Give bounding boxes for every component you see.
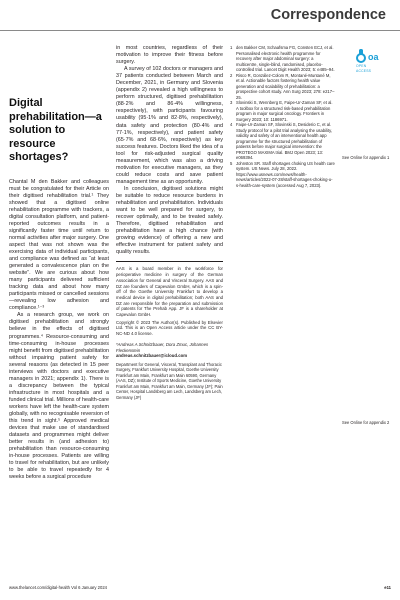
margin-notes	[342, 45, 396, 425]
reference-number: 3	[230, 100, 233, 105]
body-paragraph: A survey of 102 doctors or managers and 37 patients conducted between March and December, 2021, in Germany and Slovenia (appendix 2) revealed a high willingness to perform structured, digitised prehabilitation (88·2% and 86·4% willingness, respectively), with participants favouring usability (95·1% and 82·8%, respectively), data safety and protection (80·4% and 77·1%, respectively), and patient safety (65·7% and 68·6%, respectively) as key success features. Doctors liked the idea of a tool for risk-adjusted surgical quality measurement, which was also a driving motivation for executive managers, as they could reduce costs and save patient management time as an opportunity.	[116, 66, 223, 185]
footer-journal-info[interactable]: www.thelancet.com/digital-health Vol 6 January 2024	[9, 585, 107, 590]
reference-text: den Bakker CM, Schaafsma FG, Consten ECJ, et al. Personalised electronic health programme for recovery after major abdominal surgery: a multicentre, single-blind, randomised, placebo-controlled trial. Lancet Digit Health 2023; 5: e485–94.	[236, 45, 335, 72]
reference-list	[230, 45, 335, 188]
section-title: Correspondence	[270, 7, 386, 23]
lock-body-icon	[356, 53, 366, 63]
reference-text: Slovinski S, Wennberg E, Faipe-Ur-Zaman SF, et al. A toolbox for a structured risk-based prehabilitation program in major surgical oncology. Frontiers in Surgery 2023; 10: 1186971.	[236, 100, 333, 122]
reference-number: 1	[230, 45, 233, 50]
reference-item	[230, 45, 335, 73]
affiliation-text: Department for General, Visceral, Transplant and Thoracic Surgery, Frankfurt University Hospital, Goethe University Frankfurt am Main, Frankfurt am Main 60590, Germany (AAS, DZ); Institute of Sports Medicine, Goethe University Frankfurt am Main, Frankfurt am Main, Germany (JF); Pain Center, Hospital Landsberg am Lech, Landsberg am Lech, Germany (JF)	[116, 361, 223, 400]
body-paragraph: in most countries, regardless of their motivation to improve their fitness before surgery.	[116, 45, 223, 66]
open-access-sublabel: OPEN ACCESS	[356, 64, 372, 74]
column-1	[9, 45, 109, 482]
declarations	[116, 266, 223, 400]
reference-item	[230, 122, 335, 161]
body-paragraph: As a research group, we work on digitised prehabilitation and strongly believe in the effects of digitised programmes.⁴ Resource-consuming and time-consuming in-house processes might benefit from digitised prehabilitation without impairing patient safety for several reasons (as detected in 15 peer interviews with doctors and executive managers in 2021; appendix 1). There is a discrepancy between the typical infrastructure in most hospitals and a funded clinical trial. Millions of health-care workers have left the health-care system globally, with no recognisable reversion of this trend in sight.⁵ Approved medical devices that make use of standardised datasets and programmes might deliver better results in (and adhesion to) prehabilitation than resource-consuming in-house processes. Patients are willing to travel for rehabilitation, but are unlikely to be able to travel repeatedly for 4 weeks before a surgical procedure	[9, 312, 109, 481]
header-rule	[0, 30, 400, 31]
reference-number: 4	[230, 122, 233, 127]
appendix-2-note[interactable]: See Online for appendix 2	[342, 420, 390, 425]
column-2	[116, 45, 223, 400]
open-access-label: oa	[368, 52, 379, 62]
open-access-icon	[356, 52, 382, 74]
disclosure-text: AAS is a board member in the workforce for perioperative medicine in surgery of the German Association for General and Visceral Surgery. AAS and DZ are founders of Capevalon GmbH, which is a spin-off of the Goethe University Frankfurt to develop a medical device in digital prehabilitation; both AAS and DZ are responsible for the preparation and submission of patents for The Prehab App. JF is a shareholder at Capevalon GmbH.	[116, 266, 223, 318]
reference-text: Johnston SR. Staff shortages choking US health care system. US News. July 28, 2022. https://www.usnews.com/news/health-news/articles/2022-07-28/staff-shortages-choking-u-s-health-care-system (accessed Aug 7, 2023).	[236, 160, 335, 188]
reference-item	[230, 161, 335, 189]
body-paragraph: In conclusion, digitised solutions might be suitable to reduce resource burdens in rehabilitation and prehabilitation. Individuals want to be well prepared for surgery, to recover optimally, and to be treated safely. Therefore, digitised rehabilitation and prehabilitation have a high chance (with growing evidence) of offering a new and effective instrument for patient safety and quality results.	[116, 185, 223, 256]
reference-text: Faipe-Ur-Zaman SF, Slovinski S, Desiderio C, et al. Study protocol for a pilot trial analysing the usability, validity and safety of an interventional health app programme for the structured prehabilitation of patients before major surgical intervention: the PROTEGO MAXIMA trial. BMJ Open 2023; 13: e069394.	[236, 122, 333, 160]
article-title: Digital prehabilitation—a solution to resource shortages?	[9, 97, 102, 163]
reference-item	[230, 73, 335, 101]
appendix-1-note[interactable]: See Online for appendix 1	[342, 155, 390, 160]
body-paragraph: Chantal M den Bakker and colleagues must be congratulated for their Article on their digitised rehabilitation trial.¹ They showed that a digitised online rehabilitation programme with trackers, a digital consultation platform, and patient-reported outcomes results in a significantly faster time until return to normal activities after major surgery. One aspect that was not shown was the exercising data of individual participants, and compliance was defined as “at least generated a convalescence plan on the website”. We are curious about how many participants delivered sufficient tracking data and about how many participants missed or cancelled sessions—revealing low adhesion and compliance.¹⁻³	[9, 178, 109, 312]
reference-item	[230, 100, 335, 122]
reference-number: 5	[230, 160, 233, 166]
reference-text: Risco R, González-Colom R, Montané-Muntané M, et al. Actionable factors fostering health value generation and scalability of prehabilitation: a prospective cohort study. Ann Surg 2023; 278: e217–25.	[236, 72, 335, 100]
reference-number: 2	[230, 72, 233, 78]
copyright-text: Copyright © 2023 The Author(s). Published by Elsevier Ltd. This is an Open Access article under the CC BY-NC-ND 4.0 license.	[116, 319, 223, 337]
author-list: *Andreas A Schnitzbauer, Dora Zmuc, Johannes Fleckenstein	[116, 341, 209, 353]
section-divider	[116, 261, 223, 262]
page-number: e11	[384, 585, 391, 590]
author-email[interactable]: andreas.schnitzbauer@icloud.com	[116, 353, 188, 359]
